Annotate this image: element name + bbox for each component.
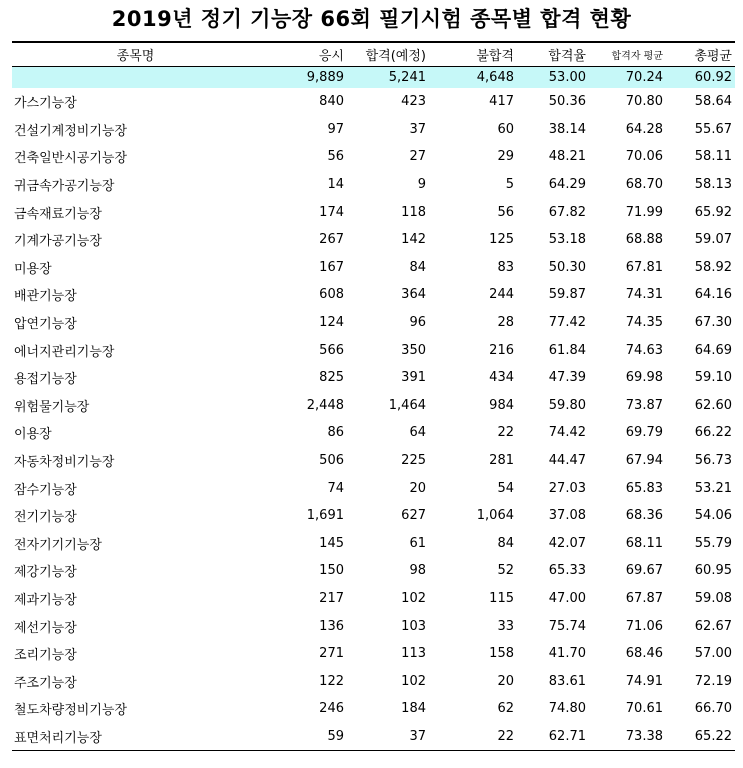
cell-item-name: 건설기계정비기능장 <box>14 123 128 139</box>
cell-failed: 244 <box>489 287 514 303</box>
cell-pass-rate: 37.08 <box>548 508 586 524</box>
total-passed: 5,241 <box>388 69 426 85</box>
cell-item-name: 위험물기능장 <box>14 399 90 415</box>
cell-item-name: 배관기능장 <box>14 289 77 305</box>
cell-passer-average: 74.35 <box>625 315 663 331</box>
cell-applicants: 145 <box>319 535 344 551</box>
table-row <box>12 585 735 613</box>
table-row <box>12 88 735 116</box>
cell-applicants: 1,691 <box>306 508 344 524</box>
cell-passer-average: 73.38 <box>589 723 666 751</box>
table-row <box>12 667 735 695</box>
cell-total-average: 72.19 <box>694 673 732 689</box>
cell-applicants: 97 <box>327 121 344 137</box>
cell-pass-rate: 59.80 <box>548 397 586 413</box>
cell-applicants: 59 <box>262 723 347 751</box>
cell-passer-average: 69.79 <box>625 425 663 441</box>
cell-passed: 102 <box>401 590 426 606</box>
table-row <box>12 198 735 226</box>
table-row <box>12 723 735 751</box>
cell-total-average: 58.11 <box>694 149 732 165</box>
cell-passed: 142 <box>401 232 426 248</box>
cell-passed: 103 <box>401 618 426 634</box>
total-average: 60.92 <box>694 69 732 85</box>
cell-pass-rate: 50.36 <box>548 94 586 110</box>
cell-pass-rate: 47.39 <box>548 370 586 386</box>
cell-failed: 56 <box>497 204 514 220</box>
cell-item-name: 제선기능장 <box>14 620 77 636</box>
cell-passer-average: 68.11 <box>625 535 663 551</box>
header-applicants: 응시 <box>262 42 347 66</box>
cell-passer-average: 68.88 <box>625 232 663 248</box>
cell-failed: 20 <box>497 673 514 689</box>
results-table <box>12 41 735 751</box>
cell-passed: 9 <box>417 177 426 193</box>
cell-item-name: 귀금속가공기능장 <box>14 179 115 195</box>
cell-passed: 20 <box>409 480 426 496</box>
cell-passed: 84 <box>409 259 426 275</box>
total-pass-rate: 53.00 <box>548 69 586 85</box>
cell-item-name: 금속재료기능장 <box>14 206 102 222</box>
table-row <box>12 447 735 475</box>
header-passer-average: 합격자 평균 <box>589 42 666 66</box>
table-row <box>12 116 735 144</box>
cell-failed: 83 <box>497 259 514 275</box>
cell-pass-rate: 77.42 <box>548 315 586 331</box>
cell-passed: 37 <box>347 723 429 751</box>
cell-total-average: 55.67 <box>694 121 732 137</box>
header-row <box>12 42 735 66</box>
cell-applicants: 167 <box>319 259 344 275</box>
cell-applicants: 506 <box>319 453 344 469</box>
cell-item-name: 미용장 <box>14 261 52 277</box>
cell-pass-rate: 75.74 <box>548 618 586 634</box>
cell-passed: 27 <box>409 149 426 165</box>
cell-passed: 627 <box>401 508 426 524</box>
header-total-average: 총평균 <box>666 42 735 66</box>
cell-failed: 22 <box>497 425 514 441</box>
cell-failed: 158 <box>489 646 514 662</box>
cell-failed: 216 <box>489 342 514 358</box>
cell-pass-rate: 62.71 <box>517 723 589 751</box>
table-row <box>12 364 735 392</box>
cell-applicants: 267 <box>319 232 344 248</box>
cell-failed: 52 <box>497 563 514 579</box>
cell-failed: 125 <box>489 232 514 248</box>
cell-total-average: 54.06 <box>694 508 732 524</box>
cell-applicants: 14 <box>327 177 344 193</box>
cell-total-average: 59.10 <box>694 370 732 386</box>
header-name: 종목명 <box>12 42 262 66</box>
cell-total-average: 55.79 <box>694 535 732 551</box>
cell-passed: 37 <box>409 121 426 137</box>
table-row <box>12 474 735 502</box>
cell-pass-rate: 38.14 <box>548 121 586 137</box>
cell-passer-average: 71.06 <box>625 618 663 634</box>
cell-passer-average: 67.94 <box>625 453 663 469</box>
cell-failed: 22 <box>429 723 517 751</box>
cell-passer-average: 71.99 <box>625 204 663 220</box>
cell-failed: 417 <box>489 94 514 110</box>
cell-pass-rate: 44.47 <box>548 453 586 469</box>
table-row <box>12 226 735 254</box>
table-row <box>12 612 735 640</box>
table-row <box>12 419 735 447</box>
cell-failed: 28 <box>497 315 514 331</box>
cell-passer-average: 70.80 <box>625 94 663 110</box>
cell-failed: 115 <box>489 590 514 606</box>
cell-total-average: 59.08 <box>694 590 732 606</box>
cell-item-name: 용접기능장 <box>14 372 77 388</box>
cell-applicants: 74 <box>327 480 344 496</box>
cell-total-average: 66.70 <box>694 701 732 717</box>
cell-passed: 118 <box>401 204 426 220</box>
cell-total-average: 65.22 <box>666 723 735 751</box>
header-passed: 합격(예정) <box>347 42 429 66</box>
cell-passer-average: 70.61 <box>625 701 663 717</box>
table-row <box>12 392 735 420</box>
cell-failed: 281 <box>489 453 514 469</box>
page-title: 2019년 정기 기능장 66회 필기시험 종목별 합격 현황 <box>111 7 632 31</box>
cell-total-average: 53.21 <box>694 480 732 496</box>
cell-applicants: 56 <box>327 149 344 165</box>
cell-item-name: 전자기기기능장 <box>14 537 102 553</box>
table-row <box>12 254 735 282</box>
cell-passer-average: 74.63 <box>625 342 663 358</box>
table-row <box>12 281 735 309</box>
cell-item-name: 전기기능장 <box>14 510 77 526</box>
total-passer-average: 70.24 <box>625 69 663 85</box>
table-row <box>12 557 735 585</box>
cell-pass-rate: 74.42 <box>548 425 586 441</box>
cell-passer-average: 74.91 <box>625 673 663 689</box>
cell-item-name: 압연기능장 <box>14 317 77 333</box>
total-name <box>12 66 262 88</box>
table-row <box>12 502 735 530</box>
table-row <box>12 143 735 171</box>
cell-failed: 5 <box>505 177 514 193</box>
cell-passed: 61 <box>409 535 426 551</box>
table-row <box>12 695 735 723</box>
cell-item-name: 주조기능장 <box>14 675 77 691</box>
cell-applicants: 2,448 <box>306 397 344 413</box>
cell-total-average: 62.67 <box>694 618 732 634</box>
cell-total-average: 67.30 <box>694 315 732 331</box>
cell-failed: 84 <box>497 535 514 551</box>
cell-passer-average: 67.87 <box>625 590 663 606</box>
cell-applicants: 124 <box>319 315 344 331</box>
cell-passed: 350 <box>401 342 426 358</box>
cell-item-name: 표면처리기능장 <box>12 723 262 751</box>
cell-passed: 96 <box>409 315 426 331</box>
cell-item-name: 가스기능장 <box>14 96 77 112</box>
cell-passed: 102 <box>401 673 426 689</box>
total-row <box>12 66 735 88</box>
cell-item-name: 건축일반시공기능장 <box>14 151 128 167</box>
cell-passed: 391 <box>401 370 426 386</box>
cell-pass-rate: 47.00 <box>548 590 586 606</box>
cell-applicants: 825 <box>319 370 344 386</box>
table-row <box>12 640 735 668</box>
cell-applicants: 86 <box>327 425 344 441</box>
cell-passer-average: 68.46 <box>625 646 663 662</box>
cell-passer-average: 67.81 <box>625 259 663 275</box>
cell-passed: 98 <box>409 563 426 579</box>
cell-total-average: 56.73 <box>694 453 732 469</box>
cell-applicants: 246 <box>319 701 344 717</box>
cell-pass-rate: 59.87 <box>548 287 586 303</box>
cell-passer-average: 74.31 <box>625 287 663 303</box>
cell-passer-average: 64.28 <box>625 121 663 137</box>
cell-applicants: 122 <box>319 673 344 689</box>
cell-applicants: 136 <box>319 618 344 634</box>
cell-passed: 1,464 <box>388 397 426 413</box>
cell-total-average: 66.22 <box>694 425 732 441</box>
cell-passer-average: 65.83 <box>625 480 663 496</box>
cell-failed: 984 <box>489 397 514 413</box>
table-row <box>12 309 735 337</box>
cell-pass-rate: 53.18 <box>548 232 586 248</box>
cell-item-name: 기계가공기능장 <box>14 234 102 250</box>
cell-passed: 364 <box>401 287 426 303</box>
cell-pass-rate: 83.61 <box>548 673 586 689</box>
cell-total-average: 57.00 <box>694 646 732 662</box>
cell-pass-rate: 61.84 <box>548 342 586 358</box>
cell-failed: 1,064 <box>476 508 514 524</box>
cell-pass-rate: 65.33 <box>548 563 586 579</box>
cell-failed: 62 <box>497 701 514 717</box>
cell-applicants: 174 <box>319 204 344 220</box>
cell-pass-rate: 50.30 <box>548 259 586 275</box>
cell-pass-rate: 74.80 <box>548 701 586 717</box>
cell-total-average: 59.07 <box>694 232 732 248</box>
cell-item-name: 잠수기능장 <box>14 482 77 498</box>
cell-item-name: 제강기능장 <box>14 565 77 581</box>
cell-item-name: 철도차량정비기능장 <box>14 703 128 719</box>
cell-total-average: 62.60 <box>694 397 732 413</box>
cell-passed: 113 <box>401 646 426 662</box>
table-row <box>12 171 735 199</box>
cell-applicants: 566 <box>319 342 344 358</box>
cell-applicants: 271 <box>319 646 344 662</box>
total-failed: 4,648 <box>476 69 514 85</box>
cell-failed: 434 <box>489 370 514 386</box>
cell-pass-rate: 42.07 <box>548 535 586 551</box>
cell-total-average: 58.92 <box>694 259 732 275</box>
cell-total-average: 58.64 <box>694 94 732 110</box>
cell-passed: 64 <box>409 425 426 441</box>
cell-total-average: 58.13 <box>694 177 732 193</box>
cell-failed: 54 <box>497 480 514 496</box>
cell-pass-rate: 48.21 <box>548 149 586 165</box>
cell-passer-average: 69.98 <box>625 370 663 386</box>
cell-item-name: 에너지관리기능장 <box>14 344 115 360</box>
cell-passer-average: 69.67 <box>625 563 663 579</box>
cell-pass-rate: 27.03 <box>548 480 586 496</box>
cell-item-name: 조리기능장 <box>14 648 77 664</box>
cell-item-name: 제과기능장 <box>14 592 77 608</box>
cell-passed: 184 <box>401 701 426 717</box>
cell-total-average: 64.16 <box>694 287 732 303</box>
cell-failed: 29 <box>497 149 514 165</box>
cell-applicants: 150 <box>319 563 344 579</box>
total-applicants: 9,889 <box>306 69 344 85</box>
cell-applicants: 840 <box>319 94 344 110</box>
cell-failed: 33 <box>497 618 514 634</box>
cell-applicants: 608 <box>319 287 344 303</box>
cell-pass-rate: 64.29 <box>548 177 586 193</box>
header-pass-rate: 합격율 <box>517 42 589 66</box>
cell-applicants: 217 <box>319 590 344 606</box>
cell-passer-average: 68.70 <box>625 177 663 193</box>
cell-pass-rate: 67.82 <box>548 204 586 220</box>
cell-total-average: 64.69 <box>694 342 732 358</box>
cell-passed: 423 <box>401 94 426 110</box>
cell-item-name: 이용장 <box>14 427 52 443</box>
header-failed: 불합격 <box>429 42 517 66</box>
cell-passer-average: 73.87 <box>625 397 663 413</box>
table-row <box>12 336 735 364</box>
cell-passer-average: 70.06 <box>625 149 663 165</box>
cell-total-average: 65.92 <box>694 204 732 220</box>
cell-pass-rate: 41.70 <box>548 646 586 662</box>
cell-passed: 225 <box>401 453 426 469</box>
cell-total-average: 60.95 <box>694 563 732 579</box>
cell-item-name: 자동차정비기능장 <box>14 455 115 471</box>
cell-passer-average: 68.36 <box>625 508 663 524</box>
table-row <box>12 530 735 558</box>
cell-failed: 60 <box>497 121 514 137</box>
